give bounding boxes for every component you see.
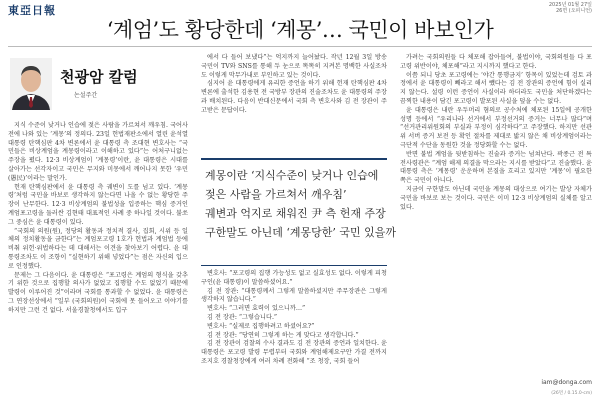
body-column-2-top [201,54,387,116]
date-block [549,2,592,14]
paragraph: 김 전 장관: “대통령께서 그렇게 말씀하셨지만 주무장관은 그렇게 생각하지 않습니다.” [201,287,387,304]
pull-quote [201,158,396,266]
paragraph: 변호사: “그러면 효력이 있으니까…” [207,305,306,313]
author-email: iam@donga.com [541,379,592,386]
newspaper-logo: 東亞日報 [8,4,56,17]
paragraph: 반면 불법 계엄을 뒷받침하는 진술과 증거는 넘쳐난다. 곽종근 전 특전사령관은 “계엄 해제 의결을 막으라는 지시를 받았다”고 진술했다. 윤 대통령 측은 ‘계몽령’ 운운하며 본질을 흐리고 있지만 ‘계몽’이 필요한 쪽은 국민이 아니다. [400,150,592,185]
paragraph: 이쯤 되니 당초 포고령에는 ‘야간 통행금지’ 항목이 있었는데 검토 과정에서 윤 대통령이 빼라고 해서 뺐다는 김 전 장관의 증언에 힘이 실리지 않는다. 설령 이런 증언이 사실이라 하더라도 국민을 처단하겠다는 끔찍한 내용이 담긴 포고령이 발포된 사실을 덮을 수는 없다. [400,71,592,105]
paragraph: 문제는 그 다음이다. 윤 대통령은 “포고령은 계엄의 형식을 갖추기 위한 것으로 집행할 의사가 없었고 집행할 수도 없었기 때문에 발령이 이루어진 것”이라며 국회를 통과할 수 없었다. 윤 대통령은 그 연장선상에서 “일부 (국회의원)이 국회에 못 들어오고 이야기를 하지만 그런 건 없다. 서울경찰청에서도 입구 [8,271,188,314]
headline-divider [8,46,592,47]
issue-date: 2025년 01월 27일 [548,2,592,8]
pull-quote-line: 궤변과 억지로 채워진 尹 측 헌재 주장 [205,207,386,220]
paragraph: 김 전 장관: “당연히 그렇게 하는 게 맞다고 생각합니다.” [207,331,359,339]
paragraph: 윤 대통령은 내란 우두머리 혐의로 공수처에 체포된 15일에 공개한 성명 등에서 “우리나라 선거에서 부정선거의 증거는 너무나 많다”며 “선거관리위원회의 부실과 부정이 심각하다”고 주장했다. 하지만 선관위 서버 증거 보전 등 확인 절차를 제대로 밟지 않은 채 비상계엄이라는 극단적 수단을 동원한 것을 정당화할 수는 없다. [400,106,592,149]
footnote: (26면 / 0.15.0-cm) [551,391,592,396]
paragraph: 헌재 탄핵심판에서 윤 대통령 측 궤변이 도를 넘고 있다. ‘계몽령’처럼 국민을 바보로 생각하지 않는다면 나올 수 없는 황당한 주장이 난무한다. 12·3 비상계엄의 불법성을 입증하는 핵심 증거인 계엄포고령을 둘러싼 김현태 대표적인 사례 중 하나일 것이다. 불쏘 그 중심은 윤 대통령이 있다. [8,183,188,226]
columnist-photo [10,58,52,110]
body-column-2-bottom [201,270,387,367]
edition-info: 26면 (오피니언) [555,8,592,14]
paragraph: 심지어 윤 대통령에게 유리한 증언을 하기 위해 헌재 탄핵심판 4차 변론에 출석한 김용현 전 국방부 장관의 진술조차도 윤 대통령의 주장과 배치된다. 다음이 반대신문에서 국회 측 변호사와 김 전 장관이 주고받은 문답이다. [201,80,387,114]
pull-quote-line: 계몽이란 ‘지식수준이 낮거나 인습에 [205,169,379,182]
paragraph: 지금이 구한말도 아닌데 국민을 계몽의 대상으로 여기는 발상 자체가 국민을 바보로 보는 것이다. 국민은 이미 12·3 비상계엄의 실체를 알고 있다. [400,185,592,211]
masthead [0,0,600,17]
byline [8,50,193,120]
body-column-1 [8,122,188,316]
paragraph: 변호사: “포고령의 집행 가능성도 없고 실효성도 없다. 이렇게 피청구인(윤 대통령)이 말씀하셨어요.” [201,270,387,286]
pull-quote-line: 젖은 사람을 가르쳐서 깨우침’ [205,188,347,201]
headline: ‘계엄’도 황당한데 ‘계몽’… 국민이 바보인가 [106,18,494,42]
paragraph: 변호사: “실제로 집행하려고 하셨어요?” [207,322,315,330]
paragraph: “국회의 의원(원), 정당의 활동과 정치적 결사, 집회, 시위 등 일체의 정치활동을 금한다”는 계엄포고령 1호가 헌법과 계엄법 등에 비춰 위헌·위법하다는 데 대해서는 이견을 찾아보기 어렵다. 윤 대통령조차도 이 조항이 “실현하기 위해 넣었다”는 점은 자신의 입으로 인정했다. [8,227,188,270]
body-column-3 [400,54,592,212]
column-name: 천광암 칼럼 [60,68,138,86]
paragraph: 가려는 국회의원들 다 체포해 잡아들여, 불법이야, 국회의원들 다 포고령 위반이야, 체포해”라고 지시까지 했다고 한다. [400,54,592,70]
paragraph: 에서 다 들어 보냈다”는 억지까지 늘어놨다. 작년 12월 3일 방송 국민이 TV와 SNS를 통해 두 눈으로 똑똑히 지켜본 명백한 사실조차도 이렇게 막무가내로 부인하고 있는 것이다. [201,54,387,79]
paragraph: 김 전 장관이 검찰의 수사 결과도 김 전 장관의 증언과 일치한다. 윤 대통령은 포고령 발령 무렵부터 국회와 계엄해제요구안 가결 전까지 조지호 경찰청장에게 여러 차례 전화해 “조 청장, 국회 들어 [201,340,387,365]
author-role: 논설주간 [74,92,98,99]
paragraph: 지식 수준이 낮거나 인습에 젖은 사람을 가르쳐서 깨우침. 국어사전에 나와 있는 ‘계몽’의 정의다. 23일 헌법재판소에서 열린 윤석열 대통령 탄핵심판 4차 변론에서 윤 대통령 측 조대현 변호사는 “국민들은 비상계엄을 계몽령이라고 이해하고 있다”는 어처구니없는 주장을 폈다. 12·3 비상계엄이 ‘계몽령’이란, 윤 대통령은 시대를 살아가는 선각자이고 국민은 무지와 미몽에서 깨어나지 못한 ‘우민(愚民)’이라는 말인가. [8,122,188,182]
paragraph: 김 전 장관: “그렇습니다.” [207,313,278,321]
pull-quote-line: 구한말도 아닌데 ‘계몽당한’ 국민 있을까 [205,226,396,239]
